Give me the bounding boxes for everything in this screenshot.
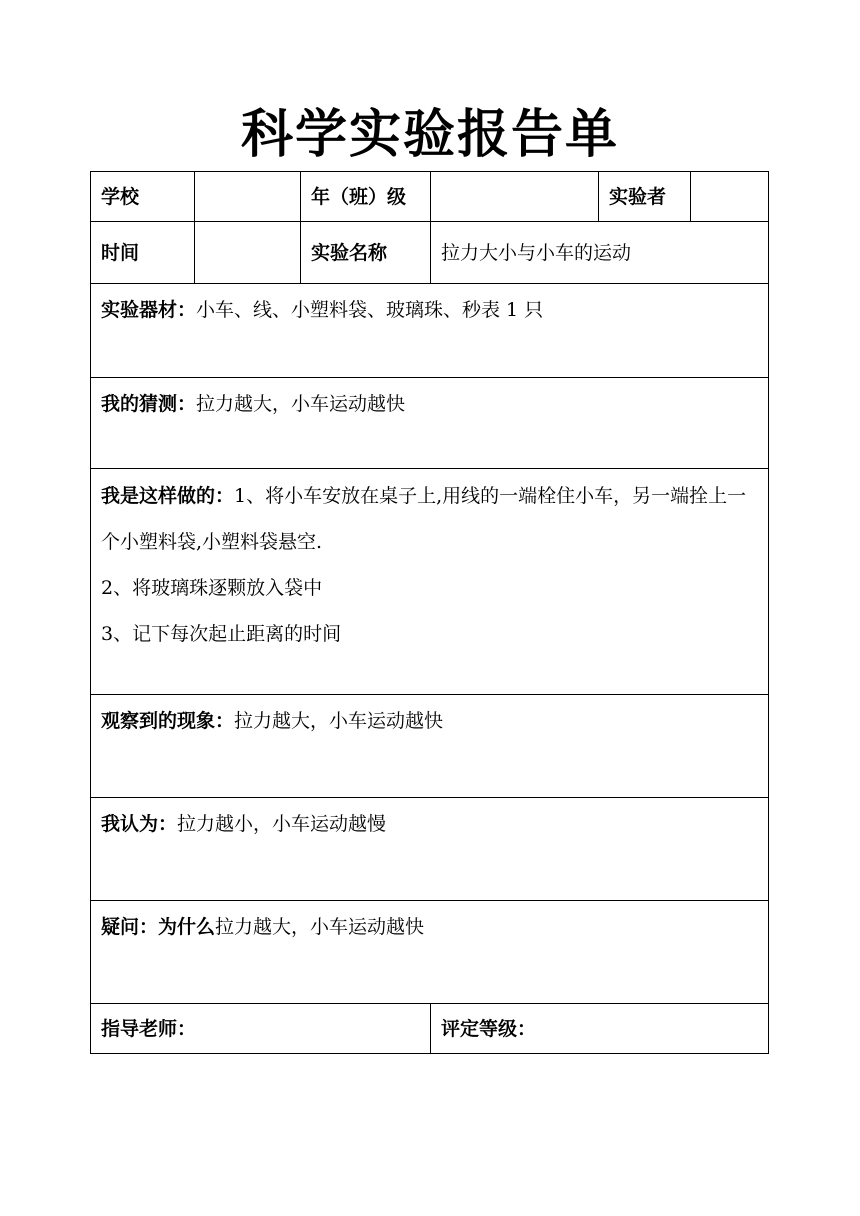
conclusion-cell bbox=[91, 798, 769, 901]
guess-label: 我的猜测： bbox=[101, 393, 197, 415]
school-field[interactable] bbox=[195, 172, 301, 222]
row-footer bbox=[91, 1004, 769, 1054]
row-school bbox=[91, 172, 769, 222]
grade-class-label: 年（班）级 bbox=[301, 172, 431, 222]
experimenter-field[interactable] bbox=[691, 172, 769, 222]
guess-value: 拉力越大，小车运动越快 bbox=[196, 393, 406, 415]
observation-cell bbox=[91, 695, 769, 798]
question-value: 拉力越大，小车运动越快 bbox=[215, 916, 425, 938]
materials-value: 小车、线、小塑料袋、玻璃珠、秒表 1 只 bbox=[196, 299, 544, 321]
materials-label: 实验器材： bbox=[101, 299, 197, 321]
page-title: 科学实验报告单 bbox=[240, 105, 619, 165]
row-time bbox=[91, 222, 769, 284]
method-cell bbox=[91, 469, 769, 695]
question-label: 疑问：为什么 bbox=[101, 916, 216, 938]
row-conclusion bbox=[91, 798, 769, 901]
materials-cell bbox=[91, 284, 769, 378]
observation-value: 拉力越大，小车运动越快 bbox=[234, 710, 444, 732]
row-observation bbox=[91, 695, 769, 798]
experiment-name-label: 实验名称 bbox=[301, 222, 431, 284]
method-step-3: 3、记下每次起止距离的时间 bbox=[101, 623, 342, 645]
grade-class-field[interactable] bbox=[431, 172, 599, 222]
rating-label: 评定等级： bbox=[441, 1017, 537, 1040]
guess-cell bbox=[91, 378, 769, 469]
teacher-cell[interactable] bbox=[91, 1004, 431, 1054]
observation-label: 观察到的现象： bbox=[101, 710, 235, 732]
school-label: 学校 bbox=[91, 172, 195, 222]
time-field[interactable] bbox=[195, 222, 301, 284]
conclusion-value: 拉力越小，小车运动越慢 bbox=[177, 813, 387, 835]
teacher-label: 指导老师： bbox=[101, 1017, 197, 1040]
method-step-1: 我是这样做的：1、将小车安放在桌子上,用线的一端栓住小车，另一端拴上一个小塑料袋,小塑料袋悬空. bbox=[101, 485, 747, 553]
time-label: 时间 bbox=[91, 222, 195, 284]
row-guess bbox=[91, 378, 769, 469]
experimenter-label: 实验者 bbox=[599, 172, 691, 222]
report-table bbox=[90, 171, 769, 1054]
conclusion-label: 我认为： bbox=[101, 813, 178, 835]
row-question bbox=[91, 901, 769, 1004]
row-method bbox=[91, 469, 769, 695]
rating-cell[interactable] bbox=[431, 1004, 769, 1054]
method-step-2: 2、将玻璃珠逐颗放入袋中 bbox=[101, 577, 323, 599]
experiment-name-field[interactable]: 拉力大小与小车的运动 bbox=[431, 222, 769, 284]
question-cell bbox=[91, 901, 769, 1004]
row-materials bbox=[91, 284, 769, 378]
method-label: 我是这样做的： bbox=[101, 485, 235, 507]
